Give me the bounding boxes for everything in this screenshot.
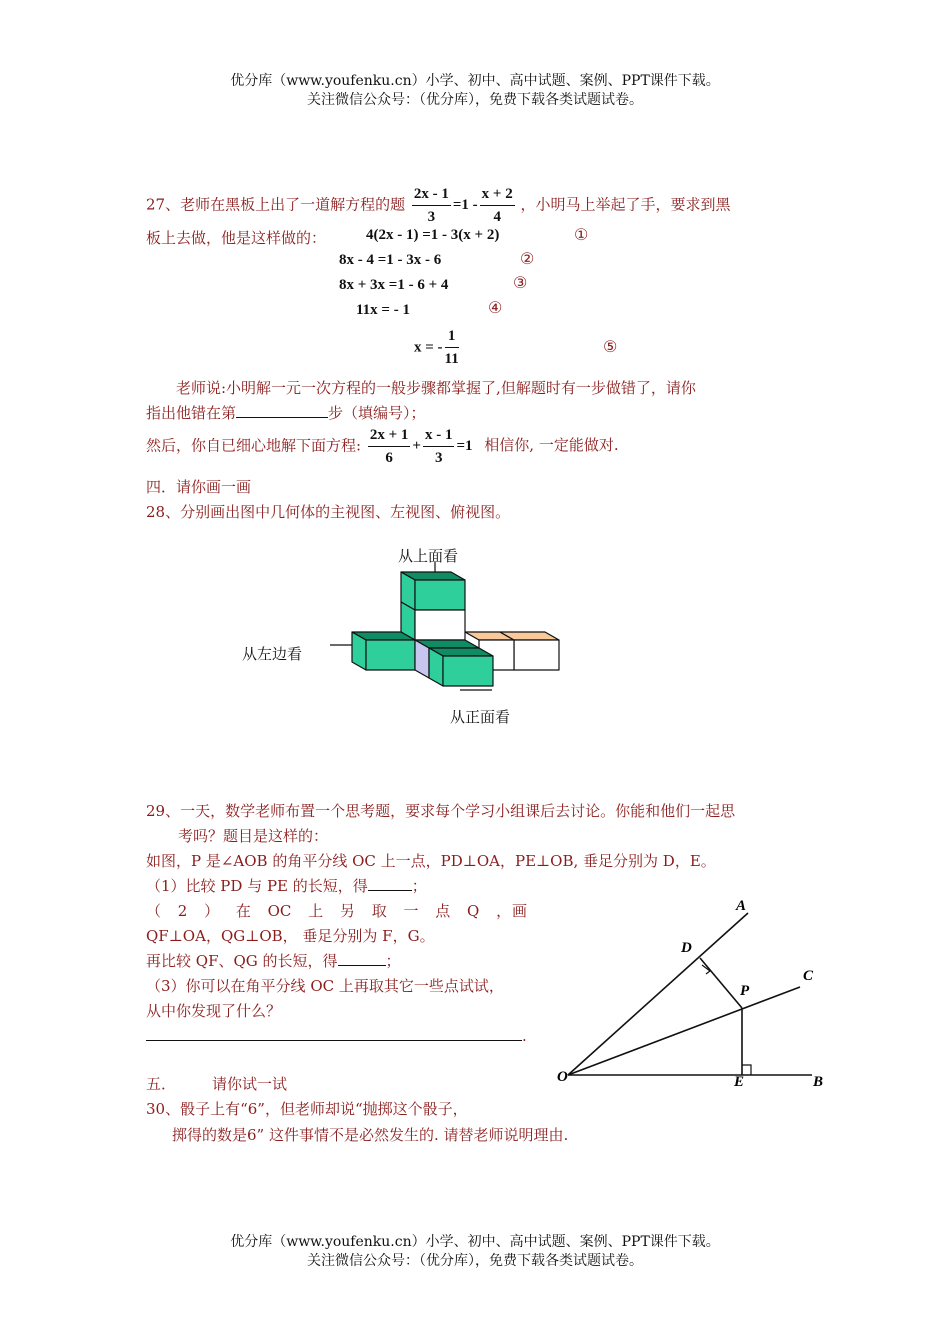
- q27-step-1-mark: ①: [574, 225, 589, 244]
- q27-step-5-num: 1: [445, 328, 459, 348]
- q27-then-eq: =1: [456, 438, 473, 455]
- q29-part-1-text: （1）比较 PD 与 PE 的长短，得: [146, 877, 368, 895]
- q27-comment-a: 老师说:小明解一元一次方程的一般步骤都掌握了,但解题时有一步做错了，请你: [176, 379, 696, 397]
- q29-part-2: （ 2 ） 在 OC 上 另 取 一 点 Q ，: [146, 902, 512, 920]
- q27-then-frac-1: [368, 427, 411, 467]
- q27-step-3-mark: ③: [513, 273, 528, 292]
- q29-line-3: 如图，P 是∠AOB 的角平分线 OC 上一点，PD⊥OA，PE⊥OB, 垂足分别为 D，E。: [146, 852, 716, 870]
- q29-line-2: 考吗？题目是这样的：: [178, 827, 329, 845]
- point-label-c: C: [803, 968, 814, 984]
- q27-step-5-lhs: x = -: [414, 339, 443, 356]
- q27-answer-blank[interactable]: [236, 403, 328, 418]
- q29-part-2-line-3: [146, 950, 401, 971]
- q28-text: 28、分别画出图中几何体的主视图、左视图、俯视图。: [146, 503, 511, 521]
- q29-part-2-blank[interactable]: [338, 951, 386, 966]
- q27-then-frac-1-num: 2x + 1: [368, 427, 411, 447]
- q30-line-2: 掷得的数是6” 这件事情不是必然发生的. 请替老师说明理由.: [172, 1126, 569, 1144]
- ray-oa: [568, 913, 748, 1075]
- cube-front-front: [443, 656, 493, 686]
- point-label-a: A: [736, 898, 747, 914]
- q27-frac-1: [412, 186, 451, 226]
- q29-part-2-line-3-text: 再比较 QF、QG 的长短，得: [146, 952, 338, 970]
- header-line-2: 关注微信公众号：（优分库），免费下载各类试题试卷。: [307, 92, 643, 108]
- header-line-1: 优分库（www.youfenku.cn）小学、初中、高中试题、案例、PPT课件下载。: [230, 73, 720, 89]
- q27-intro-text: 27、老师在黑板上出了一道解方程的题: [146, 195, 406, 214]
- q27-then-plus: +: [412, 438, 421, 455]
- q27-intro-text-b: ，小明马上举起了手，要求到黑: [520, 195, 731, 214]
- q29-part-1: [146, 875, 427, 896]
- q27-comment-b: [146, 402, 426, 423]
- q27-step-2: 8x - 4 =1 - 3x - 6: [339, 252, 442, 268]
- point-label-p: P: [740, 983, 750, 999]
- q27-step-4-mark: ④: [488, 298, 503, 317]
- label-from-top: 从上面看: [398, 547, 459, 565]
- q27-then-equation: [366, 427, 476, 466]
- q29-part-2-line-2: QF⊥OA，QG⊥OB， 垂足分别为 F，G。: [146, 927, 435, 945]
- q27-then-frac-2-num: x - 1: [423, 427, 455, 447]
- q27-line-2: 板上去做，他是这样做的：: [146, 229, 327, 247]
- q29-part-3-answer: [146, 1026, 527, 1045]
- q27-then-text: 然后，你自已细心地解下面方程:: [146, 436, 362, 455]
- q29-part-3-line-2: 从中你发现了什么？: [146, 1002, 282, 1020]
- q29-part-3-blank[interactable]: [146, 1026, 522, 1041]
- q29-part-3-end: .: [522, 1027, 527, 1045]
- q27-then-text-b: 相信你, 一定能做对.: [484, 436, 619, 455]
- segment-pd: [700, 958, 742, 1008]
- footer-line-1: 优分库（www.youfenku.cn）小学、初中、高中试题、案例、PPT课件下载。: [230, 1234, 720, 1250]
- q27-then-frac-2-den: 3: [434, 450, 443, 466]
- q27-frac-1-den: 3: [427, 209, 436, 225]
- q27-intro: [146, 186, 731, 226]
- q27-step-2-mark: ②: [520, 249, 535, 268]
- q30-line-1: 30、骰子上有“6”，但老师却说“抛掷这个骰子，: [146, 1100, 468, 1118]
- cube-front-middle-white: [415, 610, 465, 640]
- q27-eq-mid: =1 -: [452, 197, 478, 214]
- q29-part-2-draw: 画: [512, 902, 528, 920]
- section-4-title: 四．请你画一画: [146, 478, 252, 496]
- q27-comment-b1: 指出他错在第: [146, 404, 237, 422]
- q27-then: [146, 427, 619, 467]
- q29-part-1-end: ；: [411, 877, 427, 895]
- q29-part-2-line-3-end: ；: [385, 952, 401, 970]
- angle-bisector-figure: [550, 895, 840, 1100]
- cube-solid-figure: [330, 560, 580, 700]
- q29-part-1-blank[interactable]: [368, 876, 412, 891]
- q29-line-1: 29、一天，数学老师布置一个思考题，要求每个学习小组课后去讨论。你能和他们一起思: [146, 802, 736, 820]
- q27-frac-2: [480, 186, 515, 226]
- q27-step-5-den: 11: [444, 351, 459, 367]
- q27-step-5-mark: ⑤: [603, 337, 618, 356]
- label-from-front: 从正面看: [450, 708, 511, 726]
- cube-front-upper: [415, 580, 465, 610]
- label-from-left: 从左边看: [242, 645, 303, 663]
- point-label-e: E: [734, 1074, 745, 1090]
- cube-front-left: [366, 640, 415, 670]
- point-label-d: D: [681, 940, 692, 956]
- section-5-title-num: 五．: [146, 1075, 177, 1093]
- q27-step-5: [414, 328, 461, 368]
- q27-step-5-frac: [445, 328, 459, 368]
- ray-oc: [568, 987, 800, 1075]
- point-label-b: B: [813, 1074, 824, 1090]
- q27-frac-2-num: x + 2: [480, 186, 515, 206]
- q29-part-3-line-1: （3）你可以在角平分线 OC 上再取其它一些点试试，: [146, 977, 504, 995]
- q27-comment-b2: 步（填编号）；: [328, 404, 426, 422]
- q27-then-frac-2: [423, 427, 455, 467]
- cube-front-white-3: [514, 640, 559, 670]
- q27-frac-2-den: 4: [493, 209, 501, 225]
- point-label-o: O: [557, 1069, 568, 1085]
- q27-step-3: 8x + 3x =1 - 6 + 4: [339, 277, 449, 293]
- q27-equation: [410, 186, 521, 225]
- q27-step-1: 4(2x - 1) =1 - 3(x + 2): [366, 227, 500, 243]
- q27-step-4: 11x = - 1: [356, 302, 410, 318]
- q27-frac-1-num: 2x - 1: [412, 186, 451, 206]
- section-5-title: 请你试一试: [212, 1075, 288, 1093]
- q27-then-frac-1-den: 6: [385, 450, 393, 466]
- footer-line-2: 关注微信公众号：（优分库），免费下载各类试题试卷。: [307, 1253, 643, 1269]
